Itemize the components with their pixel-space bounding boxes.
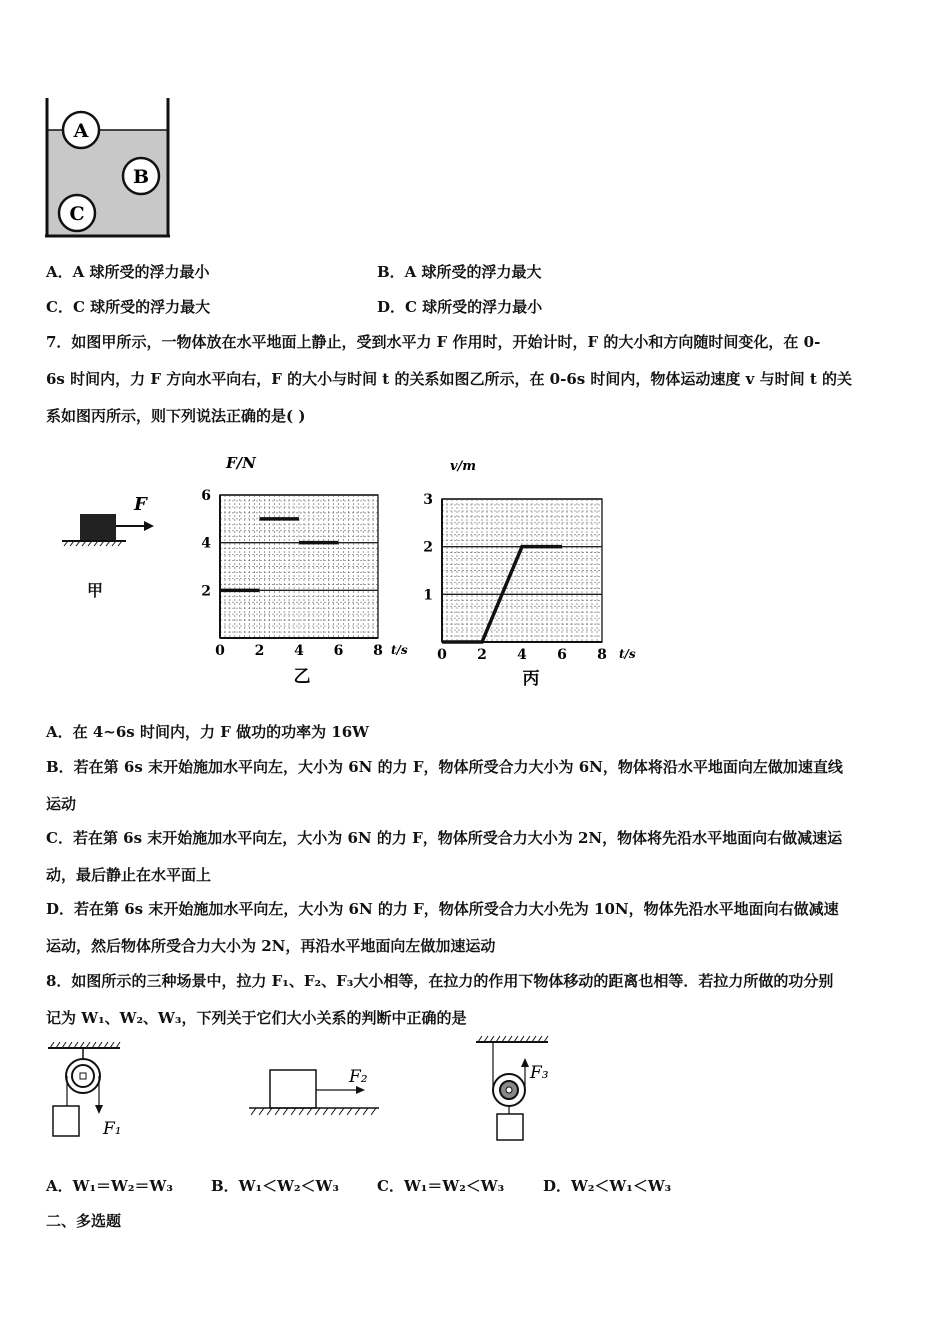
x-tick-label: 8 <box>597 647 607 663</box>
buoyancy-figure <box>40 96 180 244</box>
f3-label: F₃ <box>530 1063 549 1083</box>
q7-stem-line-1: 7．如图甲所示，一物体放在水平地面上静止，受到水平力 F 作用时，开始计时，F 的大小和方向随时间变化，在 0- <box>46 333 821 351</box>
figure-jia-block <box>58 488 168 558</box>
q6-option-a: A．A 球所受的浮力最小 <box>46 263 210 281</box>
section-title: 二、多选题 <box>46 1212 122 1230</box>
y-tick-label: 1 <box>423 587 433 604</box>
arrow-down-icon <box>95 1105 103 1114</box>
x-tick-label: 2 <box>477 647 487 663</box>
arrow-up-icon <box>521 1058 529 1067</box>
x-tick-label: 2 <box>254 643 265 659</box>
q6-option-b: B．A 球所受的浮力最大 <box>377 263 542 281</box>
q7-option-b-line-1: B．若在第 6s 末开始施加水平向左，大小为 6N 的力 F，物体所受合力大小为 6N，物体将沿水平地面向左做加速直线 <box>46 758 843 776</box>
svg-text:C: C <box>69 203 85 225</box>
f1-label: F₁ <box>103 1119 122 1139</box>
y-tick-label: 2 <box>423 539 433 556</box>
block-pull-figure <box>245 1060 385 1120</box>
y-tick-label: 3 <box>423 492 433 508</box>
chart-bing <box>418 452 648 692</box>
ball-a <box>63 112 99 148</box>
q7-option-a: A．在 4~6s 时间内，力 F 做功的功率为 16W <box>46 723 370 741</box>
q7-stem-line-2: 6s 时间内，力 F 方向水平向右，F 的大小与时间 t 的关系如图乙所示，在 0-6s 时间内，物体运动速度 v 与时间 t 的关 <box>46 370 852 388</box>
arrow-right-icon <box>144 521 154 531</box>
q7-option-c-line-1: C．若在第 6s 末开始施加水平向左，大小为 6N 的力 F，物体所受合力大小为 2N，物体将先沿水平地面向右做减速运 <box>46 829 843 847</box>
q8-stem-line-1: 8．如图所示的三种场景中，拉力 F₁、F₂、F₃大小相等，在拉力的作用下物体移动的距离也相等．若拉力所做的功分别 <box>46 972 834 990</box>
q7-option-d-line-1: D．若在第 6s 末开始施加水平向左，大小为 6N 的力 F，物体所受合力大小先为 10N，物体先沿水平地面向右做减速 <box>46 900 839 918</box>
x-tick-label: 8 <box>373 643 383 659</box>
x-tick-label: 0 <box>437 647 447 663</box>
q7-option-c-line-2: 动，最后静止在水平面上 <box>46 866 212 884</box>
q8-stem-line-2: 记为 W₁、W₂、W₃，下列关于它们大小关系的判断中正确的是 <box>46 1009 467 1027</box>
chart-bing-ylabel: v/m <box>450 459 477 474</box>
figure-jia-caption: 甲 <box>87 581 104 600</box>
figure-jia-force-label: F <box>134 494 147 515</box>
svg-text:A: A <box>73 120 89 142</box>
x-tick-label: 0 <box>215 643 225 659</box>
chart-bing-title: 丙 <box>522 669 540 689</box>
chart-yi-ylabel: F/N <box>226 454 256 472</box>
chart-yi-title: 乙 <box>293 667 311 687</box>
q7-stem-line-3: 系如图丙所示，则下列说法正确的是( ) <box>46 407 306 425</box>
movable-pulley-figure <box>468 1034 568 1146</box>
fixed-pulley-figure <box>40 1038 130 1148</box>
chart-yi <box>196 450 416 690</box>
svg-text:B: B <box>132 166 150 188</box>
q8-option-d: D．W₂＜W₁＜W₃ <box>543 1177 672 1195</box>
x-tick-label: 6 <box>557 647 567 663</box>
x-tick-label: 4 <box>517 647 527 663</box>
q6-option-d: D．C 球所受的浮力最小 <box>377 298 543 316</box>
f2-label: F₂ <box>349 1067 368 1087</box>
x-tick-label: 4 <box>294 643 304 659</box>
chart-yi-xlabel: t/s <box>391 643 408 657</box>
q8-option-b: B．W₁＜W₂＜W₃ <box>211 1177 339 1195</box>
chart-bing-xlabel: t/s <box>619 647 636 661</box>
ball-b <box>123 158 159 194</box>
q8-option-a: A．W₁＝W₂＝W₃ <box>46 1177 173 1195</box>
y-tick-label: 4 <box>201 535 211 552</box>
ball-c <box>59 195 95 231</box>
q8-option-c: C．W₁＝W₂＜W₃ <box>377 1177 505 1195</box>
y-tick-label: 2 <box>201 583 211 600</box>
q7-option-d-line-2: 运动，然后物体所受合力大小为 2N，再沿水平地面向左做加速运动 <box>46 937 496 955</box>
q7-option-b-line-2: 运动 <box>46 795 77 813</box>
q6-option-c: C．C 球所受的浮力最大 <box>46 298 211 316</box>
arrow-right-icon <box>356 1086 365 1094</box>
x-tick-label: 6 <box>333 643 344 659</box>
y-tick-label: 6 <box>201 488 211 504</box>
